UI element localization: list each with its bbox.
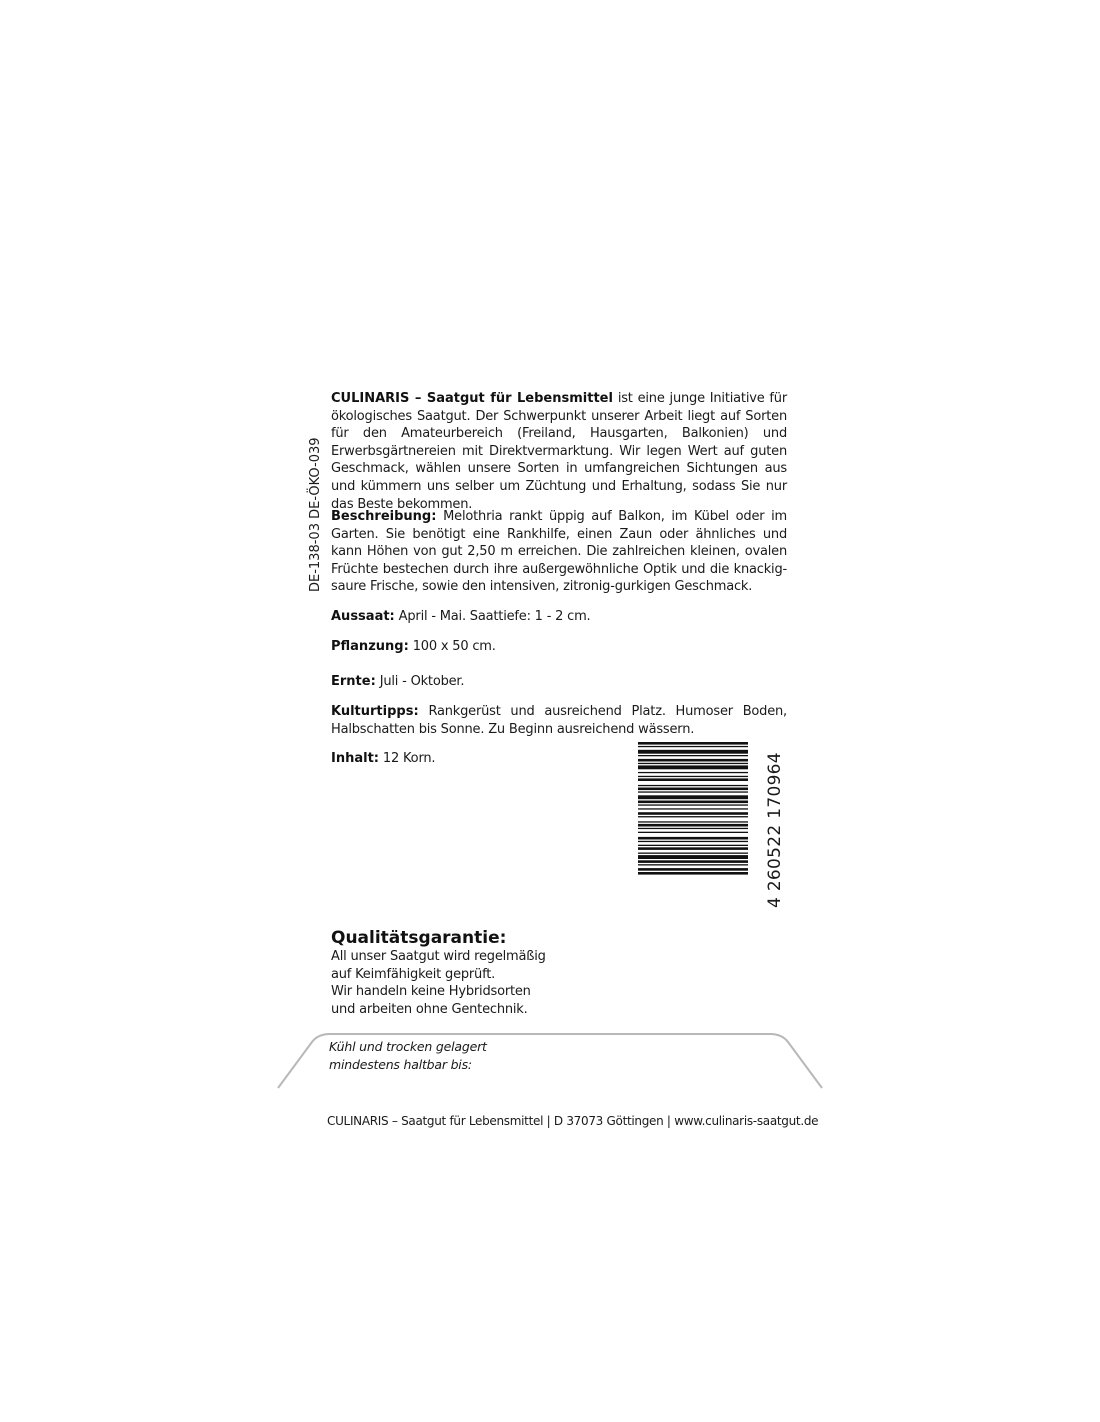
footer-address: CULINARIS – Saatgut für Lebensmittel | D 37073 Göttingen | www.culinaris-saatgut.de [327, 1114, 819, 1128]
certification-code: DE-138-03 DE-ÖKO-039 [308, 437, 323, 592]
description-paragraph [331, 508, 787, 596]
sowing-line [331, 608, 787, 626]
barcode-bar [638, 785, 748, 786]
barcode-bar [638, 847, 748, 850]
barcode-bar [638, 750, 748, 754]
barcode-bar [638, 853, 748, 854]
barcode-bar [638, 845, 748, 846]
quality-line: Wir handeln keine Hybridsorten [331, 984, 531, 1000]
barcode-bar [638, 778, 748, 781]
content-text: 12 Korn. [379, 751, 436, 766]
barcode-bar [638, 855, 748, 859]
barcode-bar [638, 772, 748, 773]
barcode-bar [638, 746, 748, 747]
barcode-bar [638, 864, 748, 865]
tips-label: Kulturtipps: [331, 704, 419, 719]
barcode-number: 4 260522 170964 [765, 752, 785, 908]
intro-text: ist eine junge Initiative für ökologisches Saatgut. Der Schwerpunkt unserer Arbeit liegt auf Sorten für den Amateurbereich (Freiland, Hausgarten, Balkonien) und Erwerbsgärtnereien mit Direktvermarktung. Wir legen Wert auf guten Geschmack, wählen unsere Sorten in umfangreichen Sichtungen aus und kümmern uns selber um Züchtung und Erhaltung, sodass Sie nur das Beste bekommen. [331, 391, 787, 512]
intro-paragraph [331, 390, 787, 513]
brand-name: CULINARIS – Saatgut für Lebensmittel [331, 391, 613, 406]
barcode-bar [638, 791, 748, 792]
barcode-bar [638, 801, 748, 804]
tips-text: Rankgerüst und ausreichend Platz. Humoser Boden, Halbschatten bis Sonne. Zu Beginn ausreichend wässern. [331, 704, 787, 737]
sowing-text: April - Mai. Saattiefe: 1 - 2 cm. [394, 609, 591, 624]
quality-line: All unser Saatgut wird regelmäßig [331, 949, 546, 964]
planting-line [331, 638, 787, 656]
planting-label: Pflanzung: [331, 639, 409, 654]
barcode-bar [638, 872, 748, 875]
barcode-bar [638, 759, 748, 762]
tips-paragraph [331, 703, 787, 738]
barcode-bar [638, 812, 748, 815]
barcode-bar [638, 804, 748, 805]
barcode-bar [638, 868, 748, 871]
harvest-line [331, 673, 787, 691]
barcode-bar [638, 837, 748, 840]
harvest-label: Ernte: [331, 674, 376, 689]
barcode-bar [638, 742, 748, 745]
storage-line: mindestens haltbar bis: [329, 1056, 472, 1072]
content-label: Inhalt: [331, 751, 379, 766]
harvest-text: Juli - Oktober. [375, 674, 465, 689]
barcode-bar [638, 832, 748, 833]
barcode-bar [638, 816, 748, 817]
sowing-label: Aussaat: [331, 609, 395, 624]
barcode-bar [638, 824, 748, 827]
barcode-bar [638, 828, 748, 829]
barcode-bar [638, 821, 748, 822]
barcode-bar [638, 808, 748, 809]
barcode-bar [638, 795, 748, 799]
quality-title: Qualitätsgarantie: [331, 928, 507, 948]
barcode-bar [638, 788, 748, 791]
barcode [638, 742, 748, 908]
barcode-bar [638, 755, 748, 756]
storage-line: Kühl und trocken gelagert [329, 1039, 487, 1054]
quality-line: und arbeiten ohne Gentechnik. [331, 1001, 528, 1017]
barcode-bar [638, 860, 748, 863]
quality-line: auf Keimfähigkeit geprüft. [331, 966, 496, 982]
barcode-bar [638, 763, 748, 764]
planting-text: 100 x 50 cm. [408, 639, 496, 654]
description-text: Melothria rankt üppig auf Balkon, im Kübel oder im Garten. Sie benötigt eine Rankhilfe, einen Zaun oder ähnliches und kann Höhen von gut 2,50 m erreichen. Die zahlreichen kleinen, ovalen Früchte bestechen durch ihre außergewöhnliche Optik und die knackig-saure Frische, sowie den intensiven, zitronig-gurkigen Geschmack. [331, 509, 787, 595]
storage-note [329, 1038, 487, 1073]
barcode-bar [638, 776, 748, 777]
barcode-bar [638, 841, 748, 842]
quality-text [331, 948, 546, 1018]
barcode-bar [638, 765, 748, 769]
description-label: Beschreibung: [331, 509, 437, 524]
